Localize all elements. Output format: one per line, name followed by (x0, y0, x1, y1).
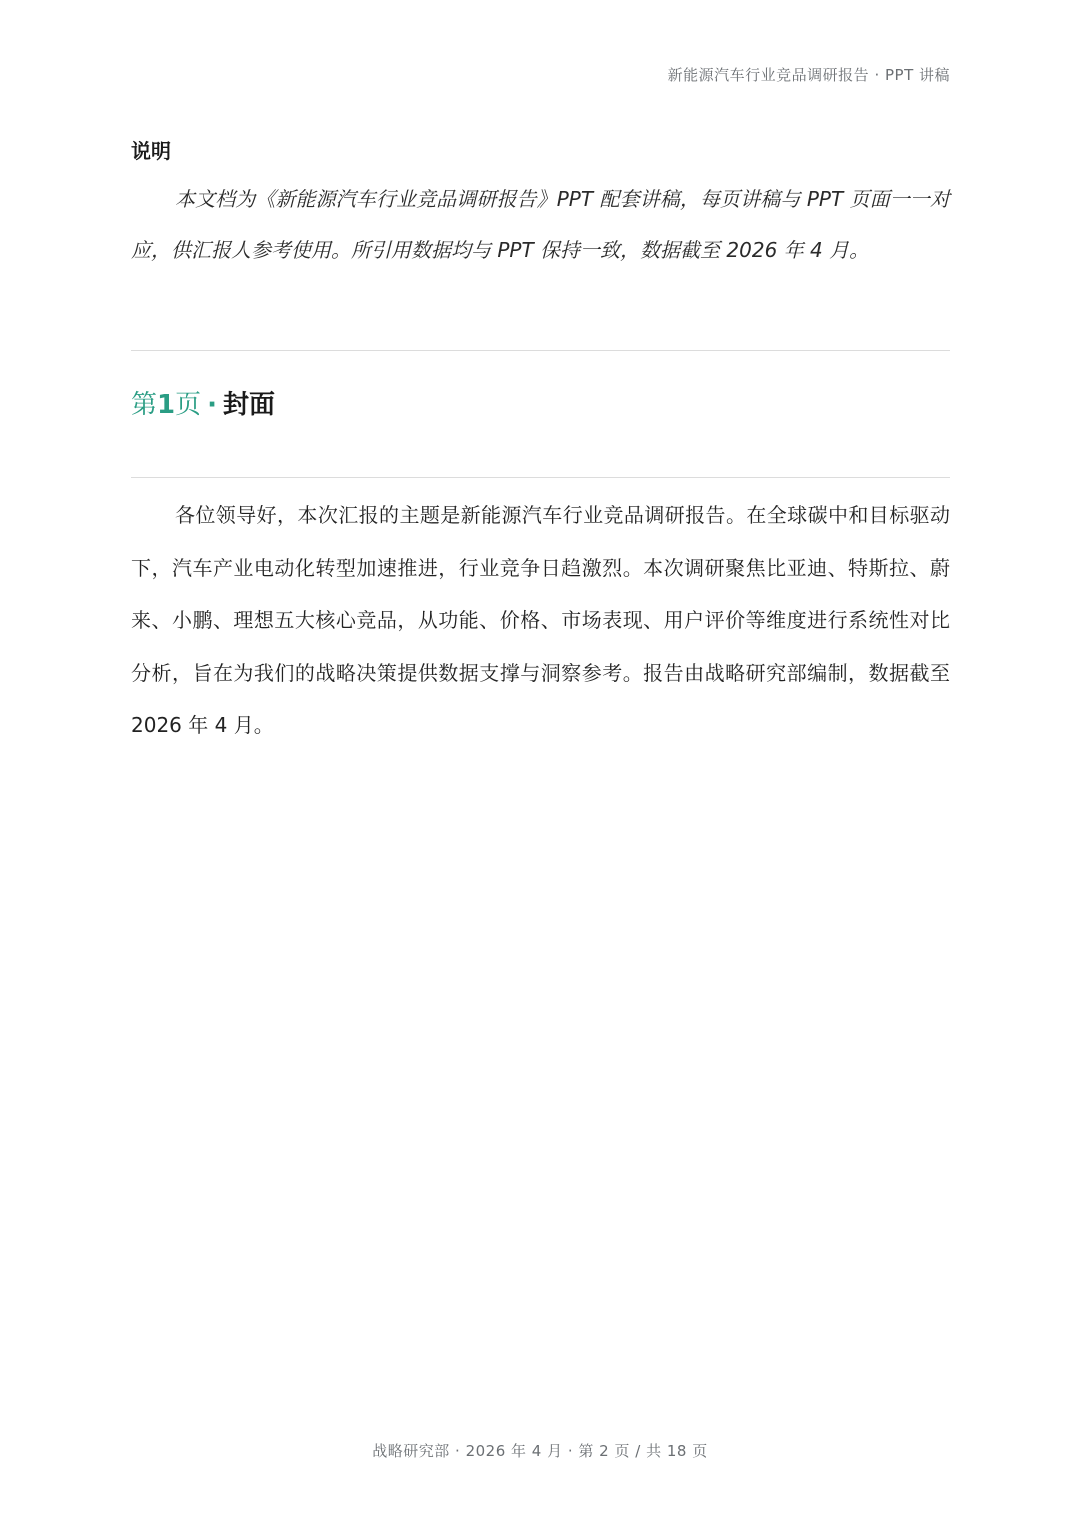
section-page-label (131, 390, 201, 420)
section-prefix-after: 页 (175, 390, 202, 420)
note-title: 说明 (131, 139, 171, 163)
section-separator: · (207, 390, 218, 420)
note-body: 本文档为《新能源汽车行业竞品调研报告》PPT 配套讲稿，每页讲稿与 PPT 页面一一对应，供汇报人参考使用。所引用数据均与 PPT 保持一致，数据截至 2026 年 4 月。 (131, 187, 950, 262)
script-paragraph: 各位领导好，本次汇报的主题是新能源汽车行业竞品调研报告。在全球碳中和目标驱动下，汽车产业电动化转型加速推进，行业竞争日趋激烈。本次调研聚焦比亚迪、特斯拉、蔚来、小鹏、理想五大核心竞品，从功能、价格、市场表现、用户评价等维度进行系统性对比分析，旨在为我们的战略决策提供数据支撑与洞察参考。报告由战略研究部编制，数据截至 2026 年 4 月。 (131, 503, 950, 737)
divider-bottom (131, 477, 950, 478)
section-page-number: 1 (157, 390, 176, 420)
section-heading (131, 384, 275, 421)
page-footer: 战略研究部 · 2026 年 4 月 · 第 2 页 / 共 18 页 (372, 1442, 708, 1460)
divider-top (131, 350, 950, 351)
section-name: 封面 (223, 390, 276, 420)
section-prefix-before: 第 (131, 390, 158, 420)
running-header: 新能源汽车行业竞品调研报告 · PPT 讲稿 (667, 66, 950, 84)
